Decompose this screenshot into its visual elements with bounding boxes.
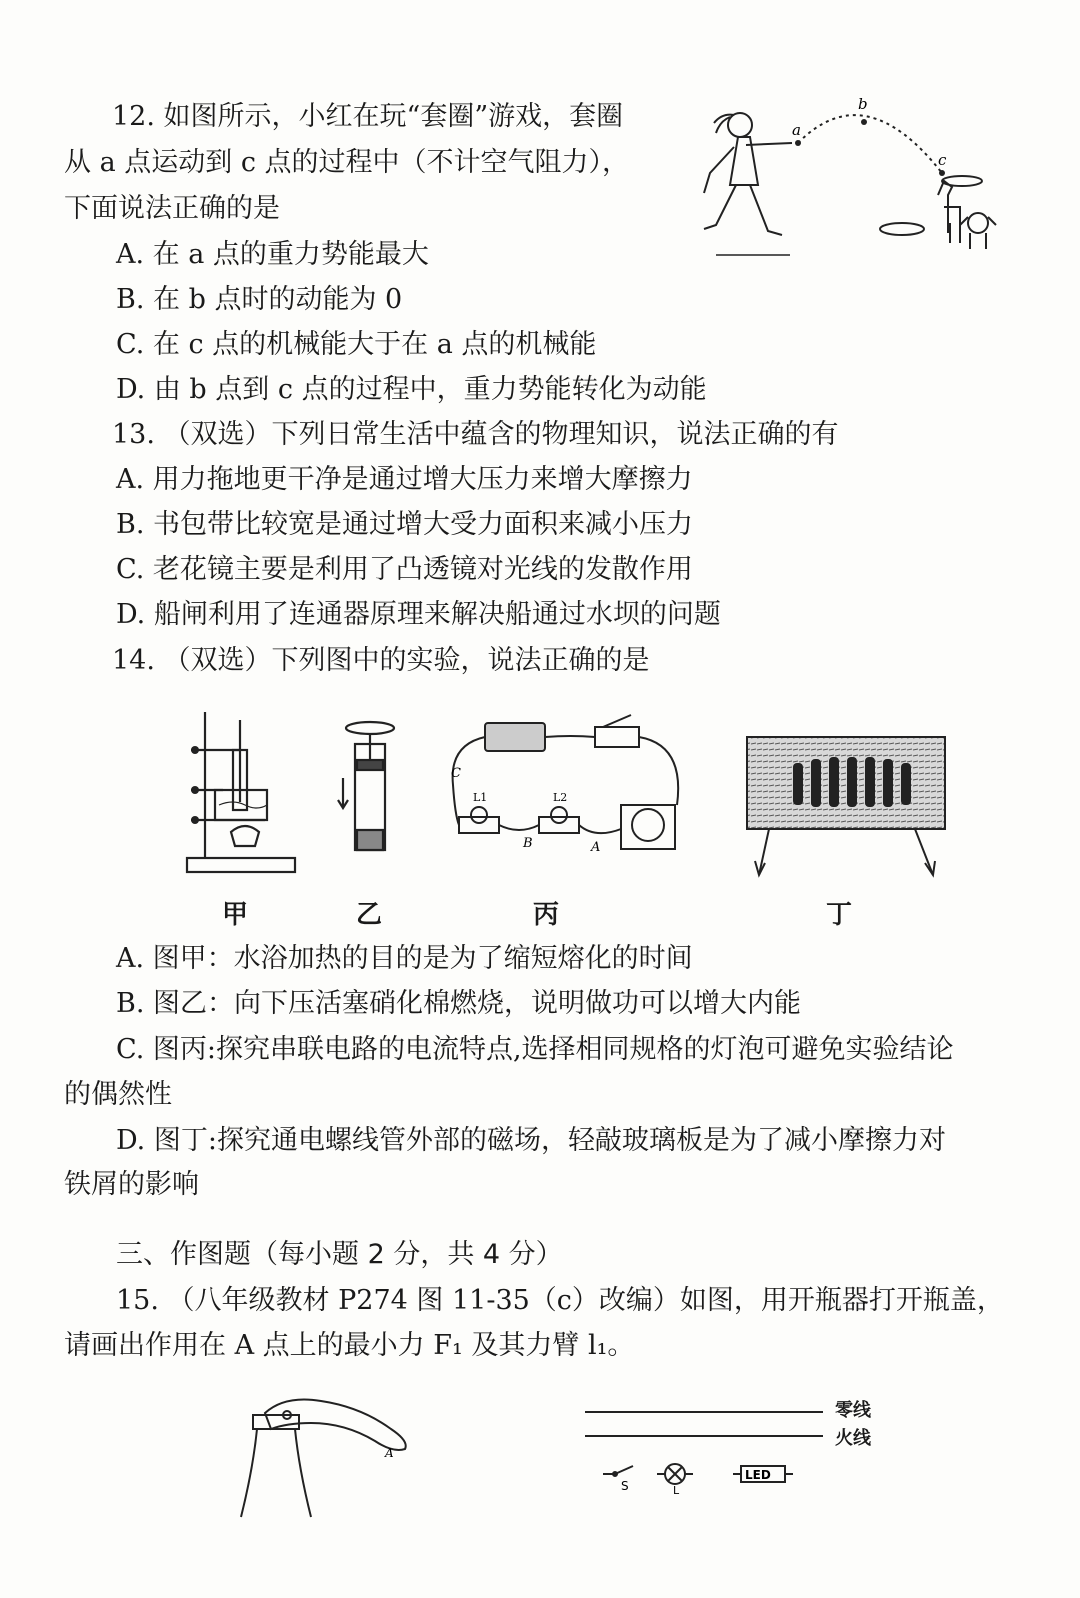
- q13-option-b: B. 书包带比较宽是通过增大受力面积来减小压力: [116, 509, 694, 540]
- point-b-label: b: [858, 95, 868, 113]
- q14-option-d-line2: 铁屑的影响: [64, 1169, 199, 1200]
- q14-option-c-line2: 的偶然性: [64, 1079, 172, 1110]
- circuit-label-l1: L1: [473, 791, 488, 804]
- q14-option-a: A. 图甲：水浴加热的目的是为了缩短熔化的时间: [116, 943, 693, 974]
- q13-option-a: A. 用力拖地更干净是通过增大压力来增大摩擦力: [116, 464, 693, 495]
- q15-stem-line2: 请画出作用在 A 点上的最小力 F₁ 及其力臂 l₁。: [64, 1330, 635, 1361]
- point-a-label: a: [792, 121, 801, 139]
- q12-option-c: C. 在 c 点的机械能大于在 a 点的机械能: [116, 329, 597, 360]
- q15-stem-line1: 15. （八年级教材 P274 图 11-35（c）改编）如图，用开瓶器打开瓶盖，: [116, 1285, 1004, 1316]
- household-wiring-figure: [585, 1400, 830, 1495]
- figure-label-bing: 丙: [533, 900, 560, 930]
- point-c-label: c: [938, 151, 947, 169]
- q13-option-d: D. 船闸利用了连通器原理来解决船通过水坝的问题: [116, 599, 721, 630]
- circuit-label-b: B: [523, 836, 533, 851]
- figure-yi-fire-piston: [335, 720, 405, 855]
- q12-stem-line1: 12. 如图所示，小红在玩“套圈”游戏，套圈: [112, 101, 624, 132]
- circuit-label-a: A: [591, 840, 601, 855]
- q14-option-b: B. 图乙：向下压活塞硝化棉燃烧，说明做功可以增大内能: [116, 988, 802, 1019]
- q12-option-d: D. 由 b 点到 c 点的过程中，重力势能转化为动能: [116, 374, 707, 405]
- switch-label: S: [621, 1479, 629, 1493]
- figure-bing-series-circuit: [445, 705, 695, 860]
- figure-ding-solenoid: [745, 735, 950, 880]
- lamp-label: L: [673, 1484, 680, 1497]
- circuit-label-l2: L2: [553, 791, 568, 804]
- figure-label-ding: 丁: [826, 900, 853, 930]
- q12-stem-line2: 从 a 点运动到 c 点的过程中（不计空气阻力），: [64, 147, 630, 178]
- neutral-wire-label: 零线: [835, 1400, 871, 1421]
- figure-jia-water-bath: [185, 710, 300, 875]
- q14-option-d-line1: D. 图丁:探究通电螺线管外部的磁场，轻敲玻璃板是为了减小摩擦力对: [116, 1125, 946, 1156]
- live-wire-label: 火线: [835, 1428, 871, 1449]
- q12-stem-line3: 下面说法正确的是: [64, 193, 280, 224]
- q12-option-b: B. 在 b 点时的动能为 0: [116, 284, 403, 315]
- figure-label-yi: 乙: [356, 900, 383, 930]
- q14-option-c-line1: C. 图丙:探究串联电路的电流特点,选择相同规格的灯泡可避免实验结论: [116, 1034, 954, 1065]
- section3-title: 三、作图题（每小题 2 分，共 4 分）: [116, 1239, 563, 1270]
- q13-option-c: C. 老花镜主要是利用了凸透镜对光线的发散作用: [116, 554, 693, 585]
- circuit-label-c: C: [451, 766, 461, 781]
- led-label: LED: [745, 1468, 771, 1482]
- q12-option-a: A. 在 a 点的重力势能最大: [116, 239, 429, 270]
- q15-point-a-label: A: [385, 1446, 394, 1460]
- bottle-opener-figure: [235, 1395, 425, 1520]
- q13-stem: 13. （双选）下列日常生活中蕴含的物理知识，说法正确的有: [112, 419, 839, 450]
- figure-label-jia: 甲: [222, 900, 249, 930]
- q14-stem: 14. （双选）下列图中的实验，说法正确的是: [112, 645, 650, 676]
- ring-toss-figure: [680, 95, 1000, 265]
